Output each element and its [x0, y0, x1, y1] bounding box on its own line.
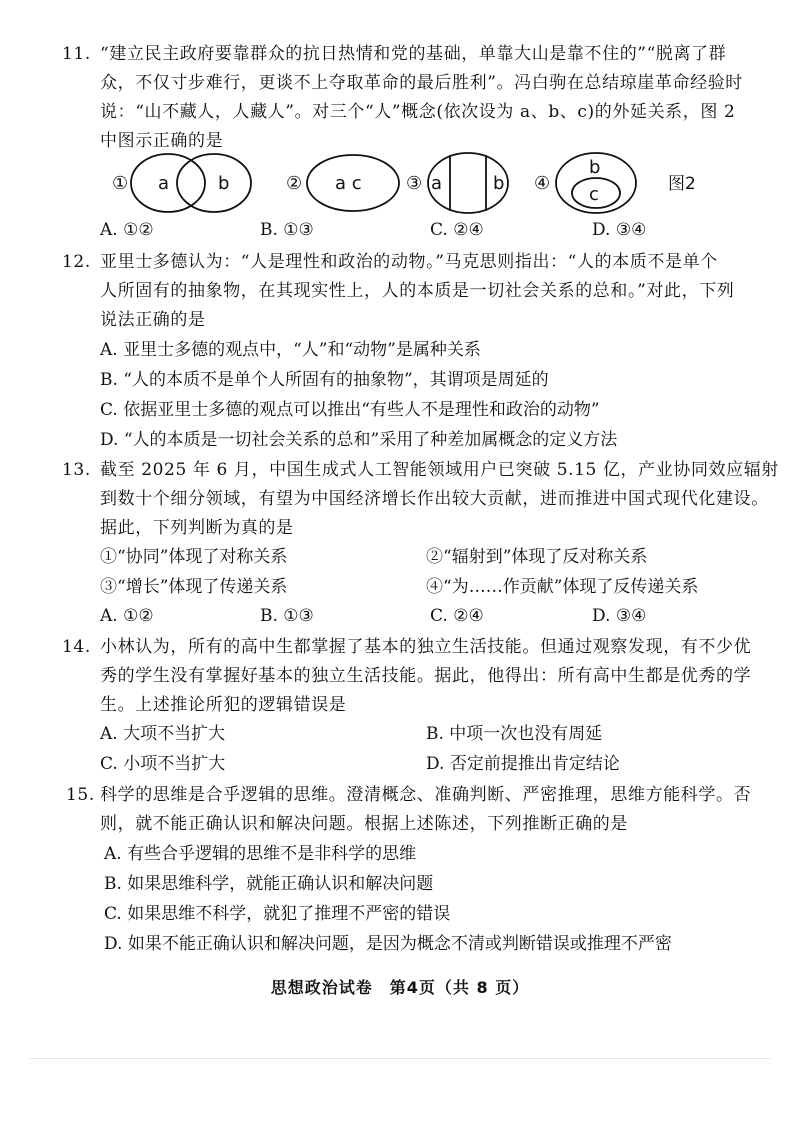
label-ac: a c [335, 173, 362, 194]
question-text-line: “建立民主政府要靠群众的抗日热情和党的基础，单靠大山是靠不住的”“脱离了群 [100, 44, 727, 64]
option-c[interactable]: C. ②④ [430, 220, 484, 240]
label-a: a [431, 173, 443, 194]
question-number: 12. [62, 252, 91, 272]
option-a[interactable]: A. 大项不当扩大 [100, 724, 226, 744]
option-a[interactable]: A. ①② [100, 220, 154, 240]
question-text-line: 人所固有的抽象物，在其现实性上，人的本质是一切社会关系的总和。”对此，下列 [100, 281, 735, 301]
question-text-line: 生。上述推论所犯的逻辑错误是 [100, 695, 347, 715]
question-text-line: 说法正确的是 [100, 310, 206, 330]
option-d[interactable]: D. 如果不能正确认识和解决问题，是因为概念不清或判断错误或推理不严密 [104, 934, 672, 954]
statement-3: ③“增长”体现了传递关系 [100, 577, 288, 597]
label-b: b [589, 157, 601, 178]
option-a[interactable]: A. 亚里士多德的观点中，“人”和“动物”是属种关系 [100, 340, 481, 360]
option-c[interactable]: C. 小项不当扩大 [100, 754, 226, 774]
option-d[interactable]: D. “人的本质是一切社会关系的总和”采用了种差加属概念的定义方法 [100, 430, 618, 450]
label-c: c [589, 184, 599, 205]
option-c[interactable]: C. ②④ [430, 606, 484, 626]
diagram-mark-4: ④ [534, 173, 551, 194]
statement-4: ④“为……作贡献”体现了反传递关系 [426, 577, 699, 597]
option-b[interactable]: B. 如果思维科学，就能正确认识和解决问题 [104, 874, 434, 894]
option-b[interactable]: B. “人的本质不是单个人所固有的抽象物”，其谓项是周延的 [100, 370, 549, 390]
option-a[interactable]: A. 有些合乎逻辑的思维不是非科学的思维 [104, 844, 417, 864]
question-text-line: 到数十个细分领域，有望为中国经济增长作出较大贡献，进而推进中国式现代化建设。 [100, 489, 769, 509]
page-footer: 思想政治试卷 第4页（共 8 页） [270, 978, 530, 997]
question-number: 15. [66, 785, 95, 805]
question-text-line: 中图示正确的是 [100, 131, 224, 151]
question-text-line: 说：“山不藏人，人藏人”。对三个“人”概念(依次设为 a、b、c)的外延关系，图 2 [100, 102, 736, 122]
option-c[interactable]: C. 如果思维不科学，就犯了推理不严密的错误 [104, 904, 451, 924]
question-text-line: 小林认为，所有的高中生都掌握了基本的独立生活技能。但通过观察发现，有不少优 [100, 637, 752, 657]
question-text-line: 科学的思维是合乎逻辑的思维。澄清概念、准确判断、严密推理，思维方能科学。否 [100, 785, 752, 805]
label-a: a [158, 173, 170, 194]
circle-b [177, 154, 251, 212]
statement-2: ②“辐射到”体现了反对称关系 [426, 547, 648, 567]
option-b[interactable]: B. ①③ [260, 220, 314, 240]
option-b[interactable]: B. 中项一次也没有周延 [426, 724, 603, 744]
scan-edge-divider [30, 1058, 770, 1059]
diagram-2-identity [307, 155, 399, 211]
figure-label: 图2 [668, 174, 696, 194]
statement-1: ①“协同”体现了对称关系 [100, 547, 288, 567]
question-text-line: 截至 2025 年 6 月，中国生成式人工智能领域用户已突破 5.15 亿，产业协同效应辐射 [100, 460, 779, 480]
question-number: 14. [62, 637, 91, 657]
option-d[interactable]: D. ③④ [592, 606, 647, 626]
question-number: 13. [62, 460, 91, 480]
question-text-line: 据此，下列判断为真的是 [100, 518, 294, 538]
label-b: b [493, 173, 505, 194]
option-c[interactable]: C. 依据亚里士多德的观点可以推出“有些人不是理性和政治的动物” [100, 400, 600, 420]
question-text-line: 众，不仅寸步难行，更谈不上夺取革命的最后胜利”。冯白驹在总结琼崖革命经验时 [100, 73, 743, 93]
question-text-line: 秀的学生没有掌握好基本的独立生活技能。据此，他得出：所有高中生都是优秀的学 [100, 666, 752, 686]
option-d[interactable]: D. 否定前提推出肯定结论 [426, 754, 620, 774]
diagram-mark-3: ③ [406, 173, 423, 194]
label-b: b [218, 173, 230, 194]
diagram-mark-1: ① [112, 173, 129, 194]
question-text-line: 则，就不能正确认识和解决问题。根据上述陈述，下列推断正确的是 [100, 814, 628, 834]
option-b[interactable]: B. ①③ [260, 606, 314, 626]
venn-diagrams-figure [100, 150, 740, 216]
question-number: 11. [62, 44, 91, 64]
option-d[interactable]: D. ③④ [592, 220, 647, 240]
diagram-4-inclusion [556, 153, 636, 213]
diagram-1-overlapping [131, 154, 251, 212]
option-a[interactable]: A. ①② [100, 606, 154, 626]
question-text-line: 亚里士多德认为：“人是理性和政治的动物。”马克思则指出：“人的本质不是单个 [100, 252, 718, 272]
diagram-3-contradiction [428, 153, 508, 213]
diagram-mark-2: ② [286, 173, 303, 194]
